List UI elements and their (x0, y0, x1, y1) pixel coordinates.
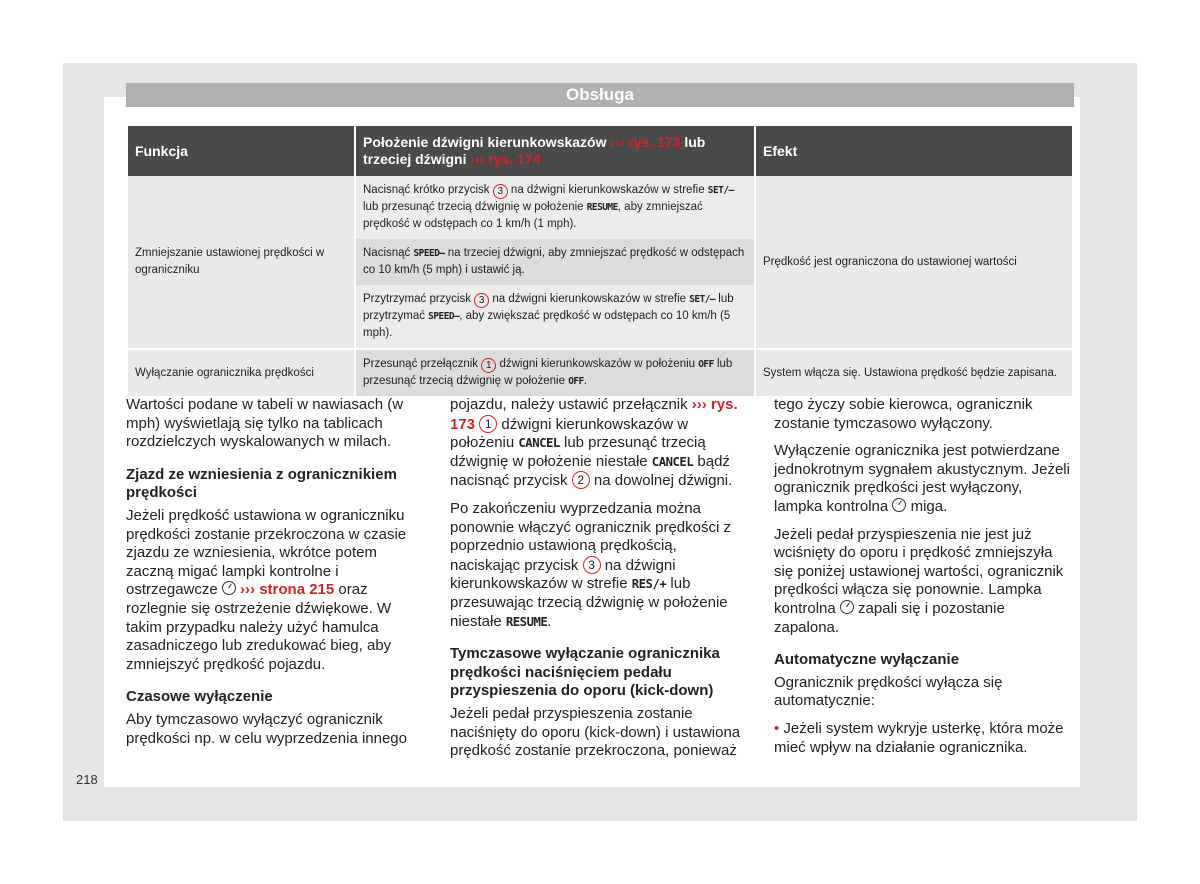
button-3-badge: 3 (583, 556, 601, 574)
subheading: Automatyczne wyłączanie (774, 651, 960, 669)
link-strona-215[interactable]: ››› strona 215 (240, 581, 335, 599)
key-label: RESUME (505, 614, 548, 629)
header-polozenie: Położenie dźwigni kierunkowskazów ››› rys. 173 lub trzeciej dźwigni ››› rys. 174 (356, 126, 754, 176)
paragraph: Wartości podane w tabeli w nawiasach (w mph) wyświetlają się tylko na tablicach rozdzielczych wyskalowanych w milach. (126, 396, 404, 451)
key-label: CANCEL (518, 436, 560, 451)
button-3-badge: 3 (493, 184, 508, 199)
button-2-badge: 2 (572, 471, 590, 489)
paragraph: Jeżeli pedał przyspieszenia nie jest już wciśnięty do oporu i prędkość zmniejszyła się poniżej ustawionej wartości, ogranicznik prędkości włącza się ponownie. Lampka kontrolna zapali się i pozostanie zapalona. (774, 525, 1064, 636)
bullet-icon: • (774, 719, 780, 737)
subheading: Zjazd ze wzniesienia z ogranicznikiem prędkości (126, 465, 397, 502)
paragraph: Ogranicznik prędkości wyłącza się automatycznie: (774, 673, 1003, 710)
header-efekt: Efekt (756, 126, 1072, 176)
text-column-3 (774, 396, 1074, 766)
key-label: SPEED– (428, 311, 460, 322)
text-column-2 (450, 396, 750, 770)
key-label: CANCEL (651, 454, 694, 469)
ref-rys-173[interactable]: ››› rys. 173 (610, 134, 681, 150)
key-label: OFF (698, 359, 714, 370)
function-table (126, 126, 1074, 396)
key-label: OFF (568, 376, 584, 387)
effect-cell: Prędkość jest ograniczona do ustawionej wartości (756, 176, 1072, 348)
speed-limiter-lamp-icon (840, 600, 854, 614)
subheading: Czasowe wyłączenie (126, 688, 273, 706)
text-column-1 (126, 396, 426, 757)
paragraph: pojazdu, należy ustawić przełącznik ››› rys. 173 1 dźwigni kierunkowskazów w położeniu CANCEL lub przesunąć trzecią dźwignię w położenie niestałe CANCEL bądź nacisnąć przycisk 2 na dowolnej dźwigni. (450, 396, 738, 490)
page-number: 218 (76, 772, 98, 787)
table-row (128, 176, 1072, 239)
function-cell: Wyłączanie ogranicznika prędkości (128, 348, 354, 396)
table-row (128, 348, 1072, 396)
position-cell: Przesunąć przełącznik 1 dźwigni kierunkowskazów w położeniu OFF lub przesunąć trzecią dźwignię w położenie OFF. (356, 348, 754, 396)
effect-cell: System włącza się. Ustawiona prędkość będzie zapisana. (756, 348, 1072, 396)
subheading: Tymczasowe wyłączanie ogranicznika prędkości naciśnięciem pedału przyspieszenia do oporu (kick-down) (450, 645, 720, 700)
paragraph: Jeżeli pedał przyspieszenia zostanie naciśnięty do oporu (kick-down) i ustawiona prędkość zostanie przekroczona, ponieważ (450, 704, 741, 760)
position-cell: Nacisnąć SPEED– na trzeciej dźwigni, aby zmniejszać prędkość w odstępach co 10 km/h (5 mph) i ustawić ją. (356, 239, 754, 285)
table-header-row (128, 126, 1072, 176)
ref-rys-174[interactable]: ››› rys. 174 (470, 151, 541, 167)
paragraph: tego życzy sobie kierowca, ogranicznik zostanie tymczasowo wyłączony. (774, 396, 1033, 432)
function-cell: Zmniejszanie ustawionej prędkości w ograniczniku (128, 176, 354, 348)
paragraph: Aby tymczasowo wyłączyć ogranicznik prędkości np. w celu wyprzedzenia innego (126, 710, 407, 747)
bullet-item: • Jeżeli system wykryje usterkę, która może mieć wpływ na działanie ogranicznika. (774, 719, 1064, 756)
paragraph: Po zakończeniu wyprzedzania można ponownie włączyć ogranicznik prędkości z poprzednio ustawioną prędkością, naciskając przycisk 3 na dźwigni kierunkowskazów w strefie RES/+ lub przesuwając trzecią dźwignię w położenie niestałe RESUME. (450, 499, 731, 630)
key-label: SET/– (689, 294, 716, 305)
position-cell: Nacisnąć krótko przycisk 3 na dźwigni kierunkowskazów w strefie SET/– lub przesunąć trzecią dźwignię w położenie RESUME, aby zmniejszać prędkość w odstępach co 1 km/h (1 mph). (356, 176, 754, 239)
paragraph: Jeżeli prędkość ustawiona w ograniczniku prędkości zostanie przekroczona w czasie zjazdu ze wzniesienia, wkrótce potem zaczną migać lampki kontrolne i ostrzegawcze ››› strona 215 oraz rozlegnie się ostrzeżenie dźwiękowe. W takim przypadku należy użyć hamulca zasadniczego lub zredukować bieg, aby zmniejszyć prędkość pojazdu. (126, 506, 407, 673)
speed-limiter-lamp-icon (892, 498, 906, 512)
switch-1-badge: 1 (481, 358, 496, 373)
key-label: SET/– (707, 185, 734, 196)
speed-limiter-lamp-icon (222, 581, 236, 595)
button-3-badge: 3 (474, 293, 489, 308)
position-cell: Przytrzymać przycisk 3 na dźwigni kierunkowskazów w strefie SET/– lub przytrzymać SPEED–, aby zwiększać prędkość w odstępach co 10 km/h (5 mph). (356, 285, 754, 348)
link-rys-173[interactable]: ››› rys. 173 (450, 396, 738, 433)
section-title: Obsługa (126, 83, 1074, 107)
key-label: RES/+ (631, 577, 667, 592)
paragraph: Wyłączenie ogranicznika jest potwierdzane jednokrotnym sygnałem akustycznym. Jeżeli ogranicznik prędkości jest wyłączony, lampka kontrolna miga. (774, 442, 1070, 515)
key-label: SPEED– (413, 248, 445, 259)
header-funkcja: Funkcja (128, 126, 354, 176)
switch-1-badge: 1 (479, 415, 497, 433)
key-label: RESUME (586, 202, 618, 213)
